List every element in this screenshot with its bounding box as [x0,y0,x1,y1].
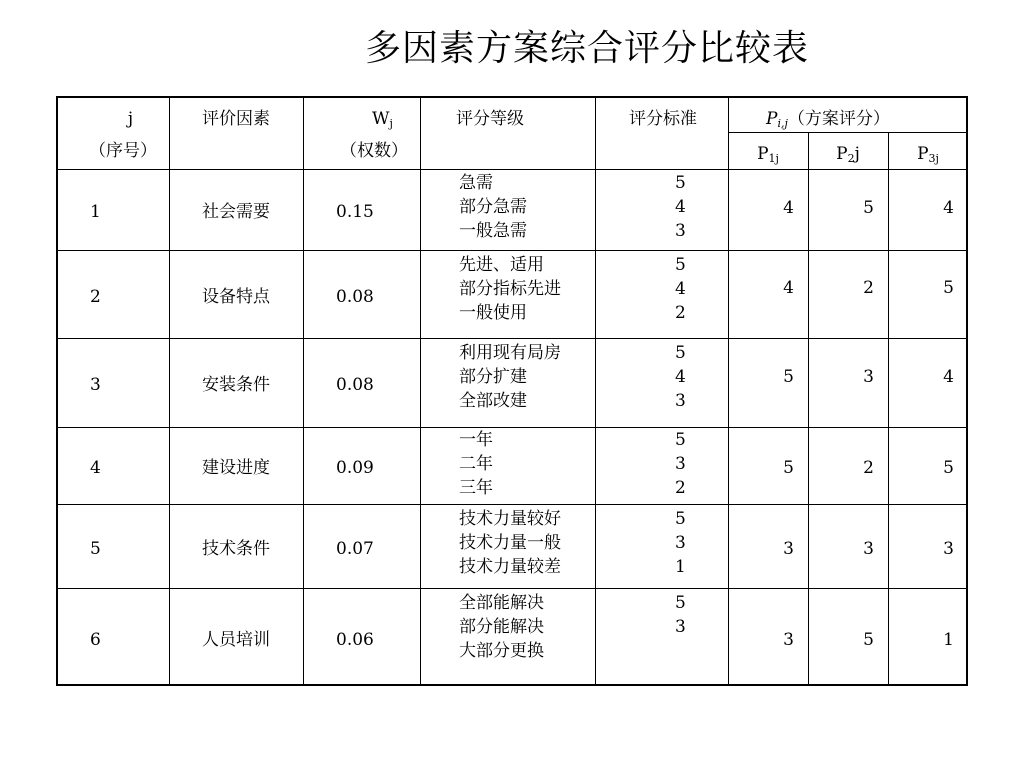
row-4-weight: 0.09 [336,458,374,478]
header-weight-symbol: $W_j$ [372,109,393,130]
row-6-grades: 全部能解决 部分能解决 大部分更换 [459,593,544,661]
col-divider [303,98,304,686]
row-4-p1: 5 [783,458,794,478]
row-2-p3: 5 [943,278,954,298]
header-seq: （序号） [89,141,157,161]
row-4-grades: 一年 二年 三年 [459,430,493,498]
col-divider [595,98,596,686]
header-grade: 评分等级 [456,109,524,129]
row-6-no: 6 [90,630,101,650]
row-3-factor: 安装条件 [202,375,270,395]
row-divider [58,250,968,251]
row-5-grades: 技术力量较好 技术力量一般 技术力量较差 [459,509,561,577]
row-5-factor: 技术条件 [202,539,270,559]
header-weight: （权数） [340,141,408,161]
row-1-p1: 4 [783,198,794,218]
row-3-p2: 3 [863,367,874,387]
row-2-scores: 5 4 2 [675,255,686,323]
row-4-scores: 5 3 2 [675,430,686,498]
header-plan-score: $P_{i,j}$（方案评分） [766,109,890,130]
header-p2: $P_2j$ [836,144,860,165]
row-1-p3: 4 [943,198,954,218]
row-5-p2: 3 [863,539,874,559]
col-divider [420,98,421,686]
row-1-no: 1 [90,202,101,222]
header-factor: 评价因素 [202,109,270,129]
row-2-factor: 设备特点 [202,287,270,307]
row-divider [58,504,968,505]
row-4-p3: 5 [943,458,954,478]
row-2-weight: 0.08 [336,287,374,307]
row-2-p2: 2 [863,278,874,298]
row-1-grades: 急需 部分急需 一般急需 [459,173,527,241]
row-3-p3: 4 [943,367,954,387]
row-3-p1: 5 [783,367,794,387]
row-3-scores: 5 4 3 [675,343,686,411]
row-4-no: 4 [90,458,101,478]
row-6-scores: 5 3 [675,593,686,637]
row-3-no: 3 [90,375,101,395]
row-divider [58,427,968,428]
row-3-weight: 0.08 [336,375,374,395]
row-divider [58,588,968,589]
row-5-scores: 5 3 1 [675,509,686,577]
row-6-p1: 3 [783,630,794,650]
row-2-grades: 先进、适用 部分指标先进 一般使用 [459,255,561,323]
row-3-grades: 利用现有局房 部分扩建 全部改建 [459,343,561,411]
page-title: 多因素方案综合评分比较表 [364,28,809,69]
row-2-p1: 4 [783,278,794,298]
row-4-factor: 建设进度 [202,458,270,478]
row-5-p1: 3 [783,539,794,559]
row-5-weight: 0.07 [336,539,374,559]
row-4-p2: 2 [863,458,874,478]
col-divider [728,98,729,686]
row-1-p2: 5 [863,198,874,218]
row-1-scores: 5 4 3 [675,173,686,241]
row-1-factor: 社会需要 [202,202,270,222]
header-standard: 评分标准 [629,109,697,129]
row-6-factor: 人员培训 [202,630,270,650]
header-j: j [127,109,134,129]
row-5-p3: 3 [943,539,954,559]
row-6-weight: 0.06 [336,630,374,650]
row-6-p3: 1 [943,630,954,650]
row-5-no: 5 [90,539,101,559]
header-p3: $P_{3j}$ [917,144,939,165]
row-divider [58,338,968,339]
header-p1: $P_{1j}$ [757,144,779,165]
row-2-no: 2 [90,287,101,307]
row-6-p2: 5 [863,630,874,650]
row-1-weight: 0.15 [336,202,374,222]
comparison-table [56,96,968,686]
